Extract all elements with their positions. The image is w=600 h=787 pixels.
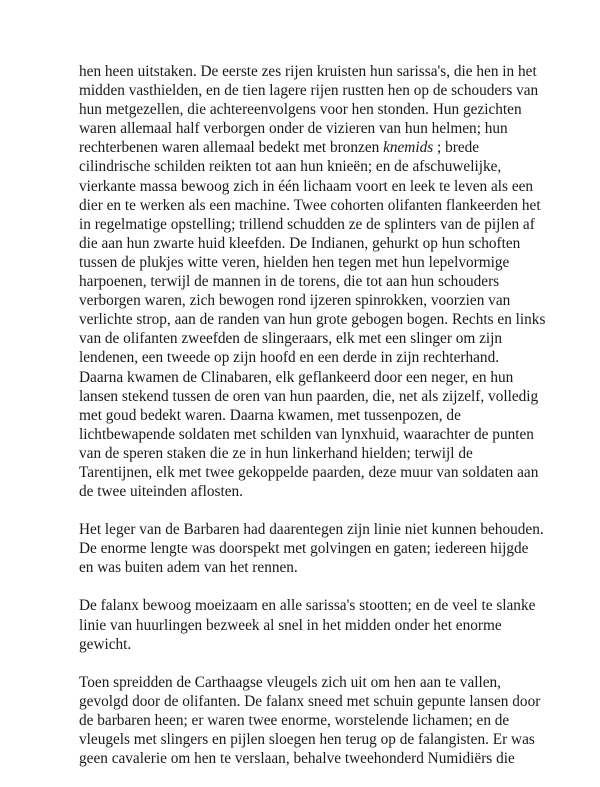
text-line: [79, 673, 539, 692]
text-segment: de twee uiteinden aflosten.: [79, 483, 243, 501]
text-segment: gewicht.: [79, 635, 132, 653]
text-segment: De falanx bewoog moeizaam en alle sarissa's stootten; en de veel te slanke: [79, 597, 536, 615]
text-line: [79, 635, 539, 654]
text-segment: rechterbenen waren allemaal bedekt met bronzen: [79, 139, 384, 157]
text-segment: hun metgezellen, die achtereenvolgens voor hen stonden. Hun gezichten: [79, 101, 522, 119]
paragraph: [79, 520, 544, 577]
text-line: [79, 368, 539, 387]
text-line: [79, 119, 539, 138]
text-segment: lichtbewapende soldaten met schilden van lynxhuid, waarachter de punten: [79, 425, 534, 443]
text-segment: lansen stekend tussen de oren van hun paarden, die, net als zijzelf, volledig: [79, 387, 539, 405]
text-line: [79, 387, 539, 406]
text-segment: van de speren staken die ze in hun linkerhand hielden; terwijl de: [79, 444, 473, 462]
text-line: [79, 539, 539, 558]
text-segment: linie van huurlingen bezweek al snel in het midden onder het enorme: [79, 616, 502, 634]
text-segment: verborgen waren, zich bewogen rond ijzeren spinrokken, voorzien van: [79, 292, 511, 310]
text-segment: Het leger van de Barbaren had daarentegen zijn linie niet kunnen behouden.: [79, 521, 544, 539]
text-line: [79, 348, 539, 367]
text-segment: De enorme lengte was doorspekt met golvingen en gaten; iedereen hijgde: [79, 540, 529, 558]
text-segment: lendenen, een tweede op zijn hoofd en een derde in zijn rechterhand.: [79, 349, 500, 367]
text-segment: waren allemaal half verborgen onder de vizieren van hun helmen; hun: [79, 120, 508, 138]
text-segment: in regelmatige opstelling; trillend schudden ze de splinters van de pijlen af: [79, 215, 535, 233]
text-line: [79, 482, 539, 501]
text-line: [79, 215, 539, 234]
text-line: [79, 100, 539, 119]
text-segment: Tarentijnen, elk met twee gekoppelde paarden, deze muur van soldaten aan: [79, 463, 539, 481]
text-line: [79, 463, 539, 482]
text-segment: dier en te werken als een machine. Twee cohorten olifanten flankeerden het: [79, 196, 541, 214]
text-line: [79, 291, 539, 310]
text-segment: Toen spreidden de Carthaagse vleugels zich uit om hen aan te vallen,: [79, 673, 501, 691]
text-segment: en was buiten adem van het rennen.: [79, 559, 298, 577]
text-segment: cilindrische schilden reikten tot aan hun knieën; en de afschuwelijke,: [79, 158, 502, 176]
text-line: [79, 520, 544, 539]
text-line: [79, 558, 539, 577]
text-line: [79, 157, 539, 176]
text-segment: harpoenen, terwijl de mannen in de torens, die tot aan hun schouders: [79, 273, 500, 291]
emphasized-term: knemids: [383, 139, 434, 157]
text-segment: verlichte strop, aan de randen van hun grote gebogen bogen. Rechts en links: [79, 311, 546, 329]
text-line: [79, 310, 546, 329]
text-line: [79, 234, 539, 253]
text-segment: met goud bedekt waren. Daarna kwamen, met tussenpozen, de: [79, 406, 461, 424]
text-line: [79, 62, 539, 81]
text-segment: vleugels met slingers en pijlen sloegen hen terug op de falangisten. Er was: [79, 731, 535, 748]
text-line: [79, 749, 539, 768]
text-line: [79, 711, 539, 730]
text-segment: hen heen uitstaken. De eerste zes rijen kruisten hun sarissa's, die hen in het: [79, 63, 537, 80]
text-segment: tussen de plukjes witte veren, hielden hen tegen met hun lepelvormige: [79, 253, 510, 271]
document-text-body: [79, 62, 546, 787]
text-segment: geen cavalerie om hen te verslaan, behalve tweehonderd Numidiërs die: [79, 750, 515, 768]
text-line: [79, 406, 539, 425]
text-segment: van de olifanten zweefden de slingeraars, elk met een slinger om zijn: [79, 330, 503, 348]
text-line: [79, 196, 539, 215]
text-line: [79, 272, 539, 291]
paragraph: [79, 673, 539, 768]
text-segment: midden vasthielden, en de tien lagere rijen rustten hen op de schouders van: [79, 82, 539, 100]
text-segment: vierkante massa bewoog zich in één lichaam voort en leek te leven als een: [79, 177, 534, 195]
paragraph: [79, 62, 546, 501]
text-segment: die aan hun zwarte huid kleefden. De Indianen, gehurkt op hun schoften: [79, 234, 521, 252]
text-line: [79, 81, 539, 100]
text-segment: ; brede: [433, 139, 480, 157]
text-line: [79, 692, 539, 711]
text-line: [79, 177, 539, 196]
paragraph: [79, 596, 539, 653]
text-segment: Daarna kwamen de Clinabaren, elk geflankeerd door een neger, en hun: [79, 368, 514, 386]
text-line: [79, 596, 539, 615]
text-line: [79, 730, 539, 749]
text-line: [79, 425, 539, 444]
text-line: [79, 138, 539, 157]
text-line: [79, 253, 539, 272]
text-line: [79, 616, 539, 635]
text-line: [79, 444, 539, 463]
text-segment: de barbaren heen; er waren twee enorme, worstelende lichamen; en de: [79, 711, 510, 729]
text-line: [79, 329, 539, 348]
text-segment: gevolgd door de olifanten. De falanx sneed met schuin gepunte lansen door: [79, 692, 541, 710]
